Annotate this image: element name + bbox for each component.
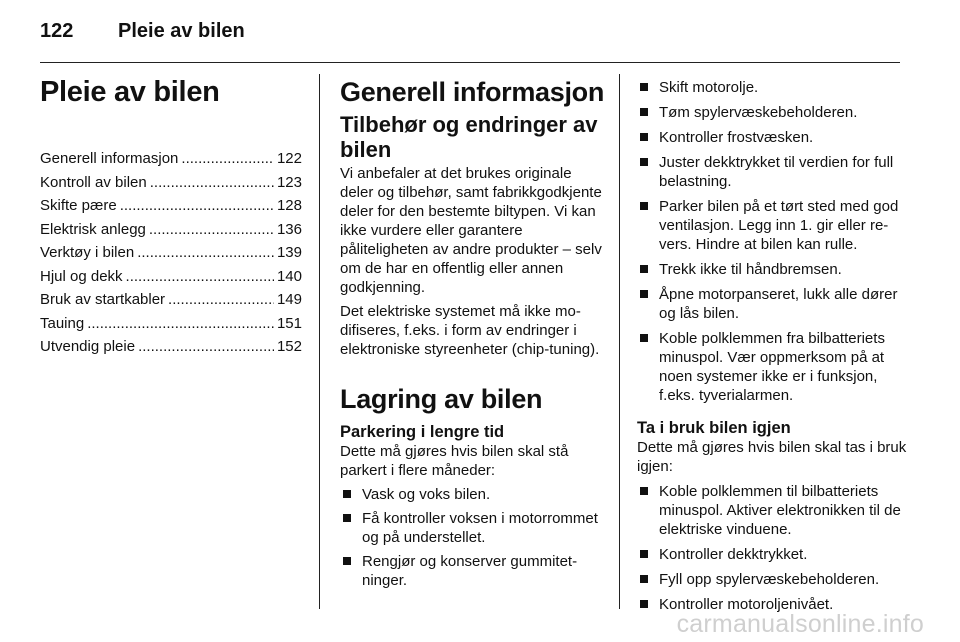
toc-leader-dots <box>150 174 274 191</box>
toc-entry[interactable] <box>40 315 302 339</box>
list-item <box>637 260 907 279</box>
watermark: carmanualsonline.info <box>676 610 924 638</box>
list-item-text: Åpne motorpanseret, lukk alle dører og lås bilen. <box>659 286 898 322</box>
toc-entry-label: Elektrisk anlegg <box>40 220 146 238</box>
bullet-square-icon <box>640 202 648 210</box>
toc-entry-label: Tauing <box>40 314 85 332</box>
running-header-title: Pleie av bilen <box>118 20 245 42</box>
list-item-text: Kontroller frostvæsken. <box>659 129 814 146</box>
list-item <box>340 552 605 590</box>
bullet-square-icon <box>640 290 648 298</box>
list-item-text: Tøm spylervæskebeholderen. <box>659 104 858 121</box>
list-item <box>637 570 907 589</box>
bullet-square-icon <box>640 108 648 116</box>
bullet-square-icon <box>640 265 648 273</box>
bullet-square-icon <box>640 487 648 495</box>
paragraph: Dette må gjøres hvis bilen skal stå parkert i flere måneder: <box>340 443 569 479</box>
section-title: Generell informasjon <box>340 77 605 107</box>
toc-entry-label: Hjul og dekk <box>40 267 123 285</box>
toc-entry-page: 123 <box>276 173 302 191</box>
list-item-text: Parker bilen på et tørt sted med god ventilasjon. Legg inn 1. gir eller revers. Hindre at bilen kan rulle. <box>659 198 899 253</box>
toc-leader-dots <box>138 338 274 355</box>
toc-entry-label: Generell informasjon <box>40 150 179 167</box>
column-divider-2 <box>619 74 620 609</box>
list-item <box>340 485 605 504</box>
toc-entry[interactable] <box>40 268 302 292</box>
paragraph: Dette må gjøres hvis bilen skal tas i bruk igjen: <box>637 439 907 475</box>
list-item-text: Fyll opp spylervæskebeholderen. <box>659 571 880 588</box>
list-item <box>637 482 907 539</box>
list-item <box>637 329 907 405</box>
toc-entry-page: 140 <box>276 267 302 285</box>
bullet-square-icon <box>640 575 648 583</box>
bullet-list <box>637 482 907 614</box>
list-item-text: Rengjør og konserver gummitetninger. <box>362 553 578 589</box>
toc-entry-page: 149 <box>276 291 302 308</box>
table-of-contents <box>40 150 302 362</box>
column-divider-1 <box>319 74 320 609</box>
toc-entry[interactable] <box>40 221 302 245</box>
list-item-text: Koble polklemmen fra bilbatteriets minuspol. Vær oppmerksom på at noen systemer ikke er i funksjon, f.eks. tyverialarmen. <box>659 330 885 404</box>
bullet-square-icon <box>343 490 351 498</box>
toc-entry-label: Kontroll av bilen <box>40 173 147 191</box>
right-column <box>637 78 907 620</box>
toc-entry[interactable] <box>40 150 302 174</box>
page-number: 122 <box>40 20 74 42</box>
toc-entry-page: 139 <box>276 244 302 261</box>
toc-leader-dots <box>137 244 274 261</box>
bullet-square-icon <box>640 600 648 608</box>
list-item <box>637 285 907 323</box>
list-item-text: Trekk ikke til håndbremsen. <box>659 261 842 278</box>
toc-entry-page: 128 <box>276 197 302 214</box>
paragraph: Det elektriske systemet må ikke modifiseres, f.eks. i form av endringer i elektroniske styreenheter (chip-tuning). <box>340 303 600 358</box>
paragraph: Vi anbefaler at det brukes originale deler og tilbehør, samt fabrikkgodkjente deler for den bestemte biltypen. Vi kan ikke vurdere eller garantere påliteligheten av andre produkter – selv om de har en offentlig eller annen godkjenning. <box>340 165 602 296</box>
bullet-list <box>340 485 605 590</box>
list-item-text: Kontroller motoroljenivået. <box>659 596 834 613</box>
list-item-text: Kontroller dekktrykket. <box>659 546 808 563</box>
toc-entry[interactable] <box>40 174 302 198</box>
toc-leader-dots <box>149 221 274 238</box>
toc-entry-label: Bruk av startkabler <box>40 291 166 308</box>
list-item <box>340 509 605 547</box>
list-item <box>637 545 907 564</box>
bullet-square-icon <box>640 158 648 166</box>
toc-entry-page: 122 <box>276 150 302 167</box>
list-item <box>637 103 907 122</box>
toc-entry-label: Utvendig pleie <box>40 338 136 355</box>
bullet-square-icon <box>640 550 648 558</box>
bullet-square-icon <box>640 83 648 91</box>
subsection-title: Ta i bruk bilen igjen <box>637 419 791 437</box>
toc-entry-page: 136 <box>276 220 302 238</box>
list-item-text: Vask og voks bilen. <box>362 486 491 503</box>
chapter-title: Pleie av bilen <box>40 76 220 108</box>
list-item <box>637 153 907 191</box>
list-item <box>637 197 907 254</box>
subsection-title: Tilbehør og endringer av bilen <box>340 112 598 162</box>
list-item-text: Koble polklemmen til bilbatteriets minuspol. Aktiver elektronikken til de elektriske vinduene. <box>659 483 901 538</box>
toc-entry[interactable] <box>40 291 302 315</box>
toc-entry-page: 151 <box>276 314 302 332</box>
bullet-square-icon <box>640 133 648 141</box>
header-rule <box>40 62 900 63</box>
toc-leader-dots <box>120 197 274 214</box>
toc-leader-dots <box>181 150 274 167</box>
list-item <box>637 128 907 147</box>
list-item-text: Få kontroller voksen i motorrommet og på understellet. <box>362 510 598 546</box>
bullet-list <box>637 78 907 405</box>
toc-leader-dots <box>87 315 274 332</box>
toc-leader-dots <box>168 291 274 308</box>
list-item-text: Juster dekktrykket til verdien for full belastning. <box>659 154 894 190</box>
toc-entry[interactable] <box>40 338 302 362</box>
bullet-square-icon <box>343 514 351 522</box>
middle-column <box>340 74 605 595</box>
bullet-square-icon <box>640 334 648 342</box>
list-item <box>637 78 907 97</box>
toc-leader-dots <box>126 268 274 285</box>
list-item-text: Skift motorolje. <box>659 79 759 96</box>
subsection-title: Parkering i lengre tid <box>340 423 505 441</box>
bullet-square-icon <box>343 557 351 565</box>
toc-entry[interactable] <box>40 197 302 221</box>
toc-entry[interactable] <box>40 244 302 268</box>
toc-entry-label: Verktøy i bilen <box>40 244 135 261</box>
toc-entry-label: Skifte pære <box>40 197 117 214</box>
section-title: Lagring av bilen <box>340 384 543 414</box>
toc-entry-page: 152 <box>276 338 302 355</box>
